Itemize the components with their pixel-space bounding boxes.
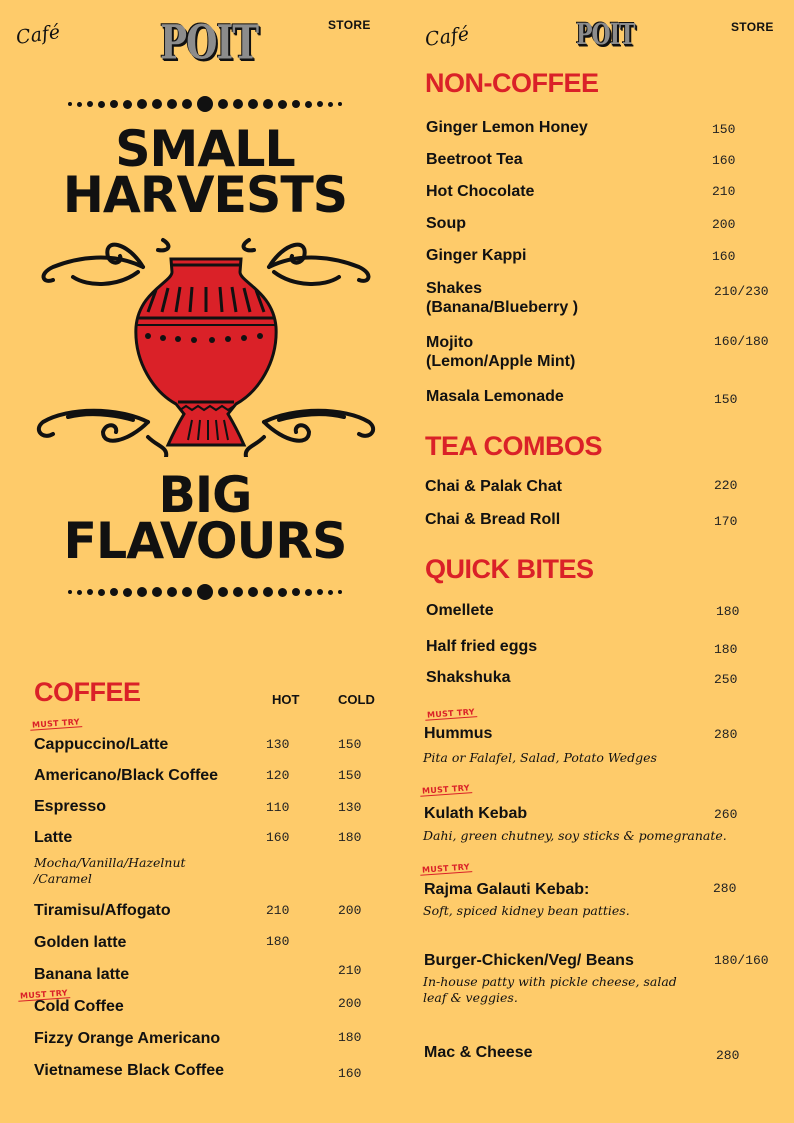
- hero-flavours: FLAVOURS: [63, 512, 347, 570]
- store-label: STORE: [328, 18, 371, 32]
- hero-small: SMALL: [115, 120, 295, 178]
- poit-logo-right: POIT: [576, 18, 635, 52]
- quick-bite-item-price: 280: [714, 727, 738, 742]
- non-coffee-item-name-line2: (Lemon/Apple Mint): [426, 353, 576, 370]
- col-head-hot: HOT: [272, 692, 300, 707]
- coffee-item-cold-price: 200: [338, 903, 362, 918]
- quick-bite-item-name: Rajma Galauti Kebab:: [424, 881, 590, 898]
- non-coffee-item-price: 150: [712, 122, 736, 137]
- quick-bite-item-description: Pita or Falafel, Salad, Potato Wedges: [423, 750, 657, 765]
- quick-bite-item-price: 180: [716, 604, 740, 619]
- non-coffee-item-price: 160: [712, 249, 736, 264]
- must-try-badge: MUST TRY: [30, 717, 82, 731]
- non-coffee-item-name: Ginger Lemon Honey: [426, 119, 588, 136]
- quick-bite-item-price: 280: [713, 881, 737, 896]
- coffee-item-hot-price: 110: [266, 800, 290, 815]
- tea-combo-item-name: Chai & Palak Chat: [425, 478, 562, 495]
- vase-illustration-icon: [28, 232, 384, 457]
- coffee-item-name: Golden latte: [34, 934, 127, 951]
- hero-big: BIG: [158, 466, 252, 524]
- coffee-item-cold-price: 150: [338, 737, 362, 752]
- non-coffee-item-name: Ginger Kappi: [426, 247, 527, 264]
- quick-bite-item-name: Hummus: [424, 725, 493, 742]
- section-title-coffee: COFFEE: [34, 677, 141, 707]
- quick-bite-item-name: Kulath Kebab: [424, 805, 528, 822]
- must-try-badge: MUST TRY: [18, 988, 70, 1002]
- quick-bite-item-description: Dahi, green chutney, soy sticks & pomegranate.: [423, 828, 727, 843]
- quick-bite-item-name: Shakshuka: [426, 669, 511, 686]
- quick-bite-item-price: 180: [714, 642, 738, 657]
- section-title-quick-bites: QUICK BITES: [425, 554, 594, 584]
- coffee-item-cold-price: 180: [338, 1030, 362, 1045]
- quick-bite-item-description-line2: leaf & veggies.: [423, 990, 518, 1005]
- non-coffee-item-name: Beetroot Tea: [426, 151, 523, 168]
- col-head-cold: COLD: [338, 692, 375, 707]
- coffee-item-hot-price: 130: [266, 737, 290, 752]
- coffee-item-name: Latte: [34, 829, 73, 846]
- non-coffee-item-name: Shakes: [426, 280, 483, 297]
- poit-logo: POIT: [160, 15, 259, 71]
- tea-combo-item-price: 170: [714, 514, 738, 529]
- quick-bite-item-price: 250: [714, 672, 738, 687]
- quick-bite-item-price: 260: [714, 807, 738, 822]
- coffee-item-cold-price: 210: [338, 963, 362, 978]
- coffee-item-name: Americano/Black Coffee: [34, 767, 219, 784]
- non-coffee-item-price: 150: [714, 392, 738, 407]
- dot-divider-top: [40, 96, 370, 112]
- coffee-item-description: Mocha/Vanilla/Hazelnut /Caramel: [34, 855, 186, 886]
- coffee-item-name: Vietnamese Black Coffee: [34, 1062, 225, 1079]
- coffee-item-name: Tiramisu/Affogato: [34, 902, 171, 919]
- non-coffee-item-price: 210: [712, 184, 736, 199]
- quick-bite-item-name: Burger-Chicken/Veg/ Beans: [424, 952, 634, 969]
- must-try-badge: MUST TRY: [420, 862, 472, 876]
- quick-bite-item-name: Mac & Cheese: [424, 1044, 533, 1061]
- coffee-item-name: Cappuccino/Latte: [34, 736, 169, 753]
- coffee-item-hot-price: 160: [266, 830, 290, 845]
- coffee-item-name: Espresso: [34, 798, 107, 815]
- quick-bite-item-price: 280: [716, 1048, 740, 1063]
- coffee-item-cold-price: 200: [338, 996, 362, 1011]
- tea-combo-item-name: Chai & Bread Roll: [425, 511, 561, 528]
- quick-bite-item-description: Soft, spiced kidney bean patties.: [423, 903, 630, 918]
- non-coffee-item-price: 160/180: [714, 334, 769, 349]
- coffee-item-name: Fizzy Orange Americano: [34, 1030, 221, 1047]
- quick-bite-item-price: 180/160: [714, 953, 769, 968]
- dot-divider-bottom: [40, 584, 370, 600]
- non-coffee-item-price: 200: [712, 217, 736, 232]
- coffee-item-cold-price: 150: [338, 768, 362, 783]
- coffee-item-hot-price: 120: [266, 768, 290, 783]
- non-coffee-item-name: Mojito: [426, 334, 474, 351]
- section-title-tea-combos: TEA COMBOS: [425, 431, 602, 461]
- tea-combo-item-price: 220: [714, 478, 738, 493]
- cafe-script-logo-right: Café: [423, 23, 471, 51]
- coffee-item-hot-price: 210: [266, 903, 290, 918]
- coffee-item-cold-price: 180: [338, 830, 362, 845]
- non-coffee-item-name: Hot Chocolate: [426, 183, 535, 200]
- coffee-item-cold-price: 130: [338, 800, 362, 815]
- coffee-item-hot-price: 180: [266, 934, 290, 949]
- store-label-right: STORE: [731, 20, 774, 34]
- must-try-badge: MUST TRY: [420, 783, 472, 797]
- non-coffee-item-name-line2: (Banana/Blueberry ): [426, 299, 579, 316]
- non-coffee-item-name: Soup: [426, 215, 466, 232]
- quick-bite-item-name: Omellete: [426, 602, 494, 619]
- quick-bite-item-name: Half fried eggs: [426, 638, 538, 655]
- must-try-badge: MUST TRY: [425, 707, 477, 721]
- coffee-item-cold-price: 160: [338, 1066, 362, 1081]
- section-title-non-coffee: NON-COFFEE: [425, 68, 599, 98]
- non-coffee-item-name: Masala Lemonade: [426, 388, 564, 405]
- coffee-item-name: Banana latte: [34, 966, 130, 983]
- quick-bite-item-description: In-house patty with pickle cheese, salad: [423, 974, 677, 989]
- coffee-item-name: Cold Coffee: [34, 998, 124, 1015]
- non-coffee-item-price: 160: [712, 153, 736, 168]
- cafe-script-logo: Café: [14, 21, 62, 49]
- non-coffee-item-price: 210/230: [714, 284, 769, 299]
- hero-harvests: HARVESTS: [62, 166, 348, 224]
